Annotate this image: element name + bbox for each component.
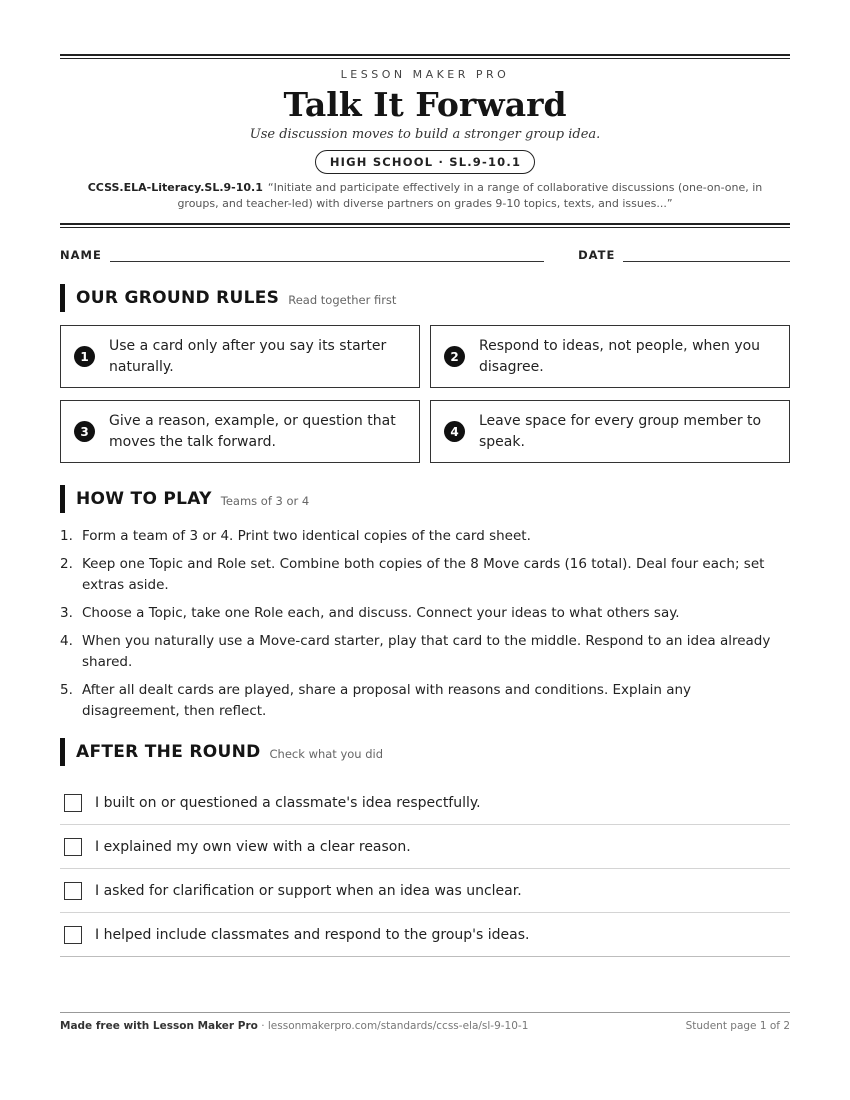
name-label: NAME xyxy=(60,248,102,262)
step-number: 5. xyxy=(60,682,73,698)
checkbox[interactable] xyxy=(64,926,82,944)
page-title: Talk It Forward xyxy=(283,85,567,124)
after-round-heading xyxy=(60,738,790,766)
checklist-item xyxy=(60,825,790,869)
ground-rule-card xyxy=(60,400,420,463)
step-number: 4. xyxy=(60,633,73,649)
standard-code: CCSS.ELA-Literacy.SL.9-10.1 xyxy=(87,181,263,194)
footer-url[interactable]: · lessonmakerpro.com/standards/ccss-ela/sl-9-10-1 xyxy=(257,1020,529,1032)
top-double-rule xyxy=(60,54,790,59)
after-round-note: Check what you did xyxy=(269,746,384,761)
checklist-text: I explained my own view with a clear reason. xyxy=(95,838,411,855)
step-item xyxy=(60,554,790,596)
date-field[interactable] xyxy=(623,250,790,262)
ground-rules-note: Read together first xyxy=(288,292,397,307)
rule-text: Give a reason, example, or question that moves the talk forward. xyxy=(109,412,396,450)
standard-text: “Initiate and participate effectively in a range of collaborative discussions (one-on-one, in groups, and teacher-led) with diverse partners on grades 9-10 topics, texts, and issues...” xyxy=(177,181,763,210)
header-bottom-rule xyxy=(60,223,790,228)
name-date-row xyxy=(60,244,790,262)
ground-rule-card xyxy=(430,400,790,463)
date-label: DATE xyxy=(578,248,616,262)
step-number: 3. xyxy=(60,605,73,621)
rule-number-badge: 4 xyxy=(444,421,465,442)
how-to-play-title: HOW TO PLAY xyxy=(76,489,212,509)
step-text: Keep one Topic and Role set. Combine both copies of the 8 Move cards (16 total). Deal four each; set extras aside. xyxy=(82,556,765,593)
rule-text: Leave space for every group member to speak. xyxy=(479,412,762,450)
ground-rules-title: OUR GROUND RULES xyxy=(76,288,280,308)
badge-wrapper xyxy=(60,150,790,174)
name-field[interactable] xyxy=(110,250,545,262)
footer-made-with: Made free with Lesson Maker Pro xyxy=(60,1020,258,1032)
standard-description xyxy=(60,180,790,212)
ground-rules-grid xyxy=(60,325,790,463)
step-item xyxy=(60,631,790,673)
step-text: After all dealt cards are played, share a proposal with reasons and conditions. Explain any disagreement, then reflect. xyxy=(82,682,692,719)
footer-page-number: Student page 1 of 2 xyxy=(685,1020,790,1032)
how-to-play-heading xyxy=(60,485,790,513)
step-text: Form a team of 3 or 4. Print two identical copies of the card sheet. xyxy=(82,528,531,544)
ground-rule-card xyxy=(430,325,790,388)
ground-rules-heading xyxy=(60,284,790,312)
footer-credit xyxy=(60,1020,528,1032)
checkbox[interactable] xyxy=(64,838,82,856)
checkbox[interactable] xyxy=(64,882,82,900)
rule-number-badge: 1 xyxy=(74,346,95,367)
rule-text: Respond to ideas, not people, when you disagree. xyxy=(479,337,761,375)
step-number: 2. xyxy=(60,556,73,572)
checklist-item xyxy=(60,781,790,825)
page-subtitle: Use discussion moves to build a stronger group idea. xyxy=(249,127,601,142)
checklist-text: I asked for clarification or support when an idea was unclear. xyxy=(95,882,522,899)
checklist-text: I built on or questioned a classmate's idea respectfully. xyxy=(95,794,481,811)
rule-number-badge: 3 xyxy=(74,421,95,442)
page-footer xyxy=(60,1012,790,1032)
worksheet-page xyxy=(60,54,790,957)
after-round-title: AFTER THE ROUND xyxy=(76,742,261,762)
brand-label: LESSON MAKER PRO xyxy=(340,68,510,81)
checklist-item xyxy=(60,869,790,913)
rule-text: Use a card only after you say its starter naturally. xyxy=(109,337,387,375)
rule-number-badge: 2 xyxy=(444,346,465,367)
step-item xyxy=(60,526,790,547)
checkbox[interactable] xyxy=(64,794,82,812)
step-text: When you naturally use a Move-card starter, play that card to the middle. Respond to an idea already shared. xyxy=(82,633,771,670)
ground-rule-card xyxy=(60,325,420,388)
how-to-play-steps xyxy=(60,526,790,722)
step-item xyxy=(60,680,790,722)
checklist-item xyxy=(60,913,790,957)
checklist-text: I helped include classmates and respond to the group's ideas. xyxy=(95,926,530,943)
after-round-checklist xyxy=(60,781,790,957)
how-to-play-note: Teams of 3 or 4 xyxy=(220,493,310,508)
step-item xyxy=(60,603,790,624)
grade-standard-badge: HIGH SCHOOL · SL.9-10.1 xyxy=(315,150,535,174)
step-number: 1. xyxy=(60,528,73,544)
step-text: Choose a Topic, take one Role each, and discuss. Connect your ideas to what others say. xyxy=(82,605,680,621)
